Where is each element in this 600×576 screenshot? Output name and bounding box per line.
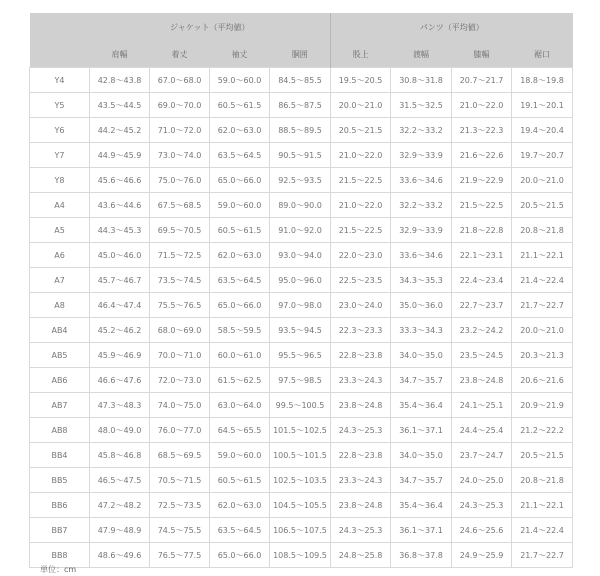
measurement-cell: 20.0～21.0: [512, 318, 573, 343]
measurement-cell: 60.0～61.0: [210, 343, 270, 368]
table-row: [30, 193, 573, 218]
measurement-cell: 92.5～93.5: [270, 168, 331, 193]
measurement-cell: 68.0～69.0: [150, 318, 210, 343]
measurement-cell: 32.9～33.9: [391, 143, 452, 168]
size-label-cell: Y4: [30, 68, 90, 93]
measurement-cell: 76.5～77.5: [150, 543, 210, 568]
measurement-cell: 23.8～24.8: [452, 368, 512, 393]
measurement-cell: 23.8～24.8: [331, 493, 391, 518]
measurement-cell: 45.9～46.9: [90, 343, 150, 368]
measurement-cell: 22.5～23.5: [331, 268, 391, 293]
measurement-cell: 33.3～34.3: [391, 318, 452, 343]
measurement-cell: 48.6～49.6: [90, 543, 150, 568]
measurement-cell: 68.5～69.5: [150, 443, 210, 468]
measurement-cell: 22.0～23.0: [331, 243, 391, 268]
measurement-cell: 93.5～94.5: [270, 318, 331, 343]
measurement-cell: 59.0～60.0: [210, 193, 270, 218]
measurement-cell: 23.0～24.0: [331, 293, 391, 318]
size-label-cell: AB4: [30, 318, 90, 343]
measurement-cell: 20.0～21.0: [331, 93, 391, 118]
measurement-cell: 67.5～68.5: [150, 193, 210, 218]
measurement-cell: 24.3～25.3: [331, 418, 391, 443]
table-row: [30, 293, 573, 318]
measurement-cell: 90.5～91.5: [270, 143, 331, 168]
measurement-cell: 22.8～23.8: [331, 343, 391, 368]
measurement-cell: 34.7～35.7: [391, 368, 452, 393]
measurement-cell: 21.0～22.0: [331, 143, 391, 168]
column-header-waist: 胴囲: [270, 41, 331, 68]
group-header-row: [30, 13, 573, 41]
measurement-cell: 73.0～74.0: [150, 143, 210, 168]
table-row: [30, 168, 573, 193]
measurement-cell: 21.7～22.7: [512, 293, 573, 318]
pants-group-header: パンツ（平均値）: [331, 13, 573, 41]
measurement-cell: 24.6～25.6: [452, 518, 512, 543]
measurement-cell: 24.9～25.9: [452, 543, 512, 568]
measurement-cell: 65.0～66.0: [210, 293, 270, 318]
corner-cell: [30, 13, 90, 41]
measurement-cell: 21.5～22.5: [452, 193, 512, 218]
measurement-cell: 45.6～46.6: [90, 168, 150, 193]
measurement-cell: 20.7～21.7: [452, 68, 512, 93]
measurement-cell: 47.9～48.9: [90, 518, 150, 543]
measurement-cell: 21.1～22.1: [512, 493, 573, 518]
measurement-cell: 35.4～36.4: [391, 393, 452, 418]
table-row: [30, 443, 573, 468]
table-row: [30, 93, 573, 118]
measurement-cell: 32.2～33.2: [391, 193, 452, 218]
measurement-cell: 58.5～59.5: [210, 318, 270, 343]
measurement-cell: 23.8～24.8: [331, 393, 391, 418]
column-header-sleeve-length: 袖丈: [210, 41, 270, 68]
measurement-cell: 43.5～44.5: [90, 93, 150, 118]
measurement-cell: 44.3～45.3: [90, 218, 150, 243]
measurement-cell: 21.2～22.2: [512, 418, 573, 443]
measurement-cell: 19.1～20.1: [512, 93, 573, 118]
column-header-jacket-length: 着丈: [150, 41, 210, 68]
measurement-cell: 22.3～23.3: [331, 318, 391, 343]
measurement-cell: 100.5～101.5: [270, 443, 331, 468]
measurement-cell: 63.5～64.5: [210, 518, 270, 543]
measurement-cell: 47.2～48.2: [90, 493, 150, 518]
table-row: [30, 493, 573, 518]
size-label-cell: Y7: [30, 143, 90, 168]
measurement-cell: 91.0～92.0: [270, 218, 331, 243]
measurement-cell: 88.5～89.5: [270, 118, 331, 143]
measurement-cell: 95.0～96.0: [270, 268, 331, 293]
measurement-cell: 63.5～64.5: [210, 143, 270, 168]
measurement-cell: 46.6～47.6: [90, 368, 150, 393]
measurement-cell: 20.5～21.5: [331, 118, 391, 143]
column-header-size: [30, 41, 90, 68]
size-label-cell: A4: [30, 193, 90, 218]
column-header-shoulder-width: 肩幅: [90, 41, 150, 68]
measurement-cell: 34.0～35.0: [391, 343, 452, 368]
measurement-cell: 101.5～102.5: [270, 418, 331, 443]
size-label-cell: Y5: [30, 93, 90, 118]
measurement-cell: 70.5～71.5: [150, 468, 210, 493]
size-label-cell: A6: [30, 243, 90, 268]
column-header-knee-width: 膝幅: [452, 41, 512, 68]
measurement-cell: 67.0～68.0: [150, 68, 210, 93]
size-table: [29, 13, 573, 568]
measurement-cell: 33.6～34.6: [391, 243, 452, 268]
measurement-cell: 21.4～22.4: [512, 518, 573, 543]
measurement-cell: 30.8～31.8: [391, 68, 452, 93]
measurement-cell: 21.4～22.4: [512, 268, 573, 293]
measurement-cell: 23.5～24.5: [452, 343, 512, 368]
measurement-cell: 21.0～22.0: [331, 193, 391, 218]
measurement-cell: 36.1～37.1: [391, 418, 452, 443]
measurement-cell: 31.5～32.5: [391, 93, 452, 118]
table-row: [30, 343, 573, 368]
measurement-cell: 21.7～22.7: [512, 543, 573, 568]
measurement-cell: 72.0～73.0: [150, 368, 210, 393]
measurement-cell: 45.7～46.7: [90, 268, 150, 293]
measurement-cell: 75.0～76.0: [150, 168, 210, 193]
measurement-cell: 20.9～21.9: [512, 393, 573, 418]
table-row: [30, 143, 573, 168]
measurement-cell: 45.2～46.2: [90, 318, 150, 343]
measurement-cell: 21.3～22.3: [452, 118, 512, 143]
measurement-cell: 24.3～25.3: [331, 518, 391, 543]
measurement-cell: 71.5～72.5: [150, 243, 210, 268]
table-row: [30, 468, 573, 493]
measurement-cell: 59.0～60.0: [210, 68, 270, 93]
measurement-cell: 93.0～94.0: [270, 243, 331, 268]
measurement-cell: 48.0～49.0: [90, 418, 150, 443]
measurement-cell: 62.0～63.0: [210, 243, 270, 268]
measurement-cell: 20.3～21.3: [512, 343, 573, 368]
measurement-cell: 99.5～100.5: [270, 393, 331, 418]
measurement-cell: 76.0～77.0: [150, 418, 210, 443]
size-chart: [29, 13, 572, 568]
measurement-cell: 33.6～34.6: [391, 168, 452, 193]
size-label-cell: BB8: [30, 543, 90, 568]
size-label-cell: AB8: [30, 418, 90, 443]
measurement-cell: 42.8～43.8: [90, 68, 150, 93]
measurement-cell: 20.8～21.8: [512, 218, 573, 243]
measurement-cell: 74.5～75.5: [150, 518, 210, 543]
measurement-cell: 61.5～62.5: [210, 368, 270, 393]
measurement-cell: 64.5～65.5: [210, 418, 270, 443]
measurement-cell: 60.5～61.5: [210, 218, 270, 243]
measurement-cell: 73.5～74.5: [150, 268, 210, 293]
size-label-cell: BB6: [30, 493, 90, 518]
size-label-cell: Y8: [30, 168, 90, 193]
measurement-cell: 71.0～72.0: [150, 118, 210, 143]
measurement-cell: 20.8～21.8: [512, 468, 573, 493]
measurement-cell: 65.0～66.0: [210, 168, 270, 193]
measurement-cell: 63.5～64.5: [210, 268, 270, 293]
measurement-cell: 19.4～20.4: [512, 118, 573, 143]
measurement-cell: 89.0～90.0: [270, 193, 331, 218]
column-header-hem: 裾口: [512, 41, 573, 68]
jacket-group-header: ジャケット（平均値）: [90, 13, 331, 41]
table-row: [30, 318, 573, 343]
table-row: [30, 418, 573, 443]
measurement-cell: 35.0～36.0: [391, 293, 452, 318]
size-label-cell: AB6: [30, 368, 90, 393]
measurement-cell: 86.5～87.5: [270, 93, 331, 118]
measurement-cell: 97.5～98.5: [270, 368, 331, 393]
measurement-cell: 34.0～35.0: [391, 443, 452, 468]
measurement-cell: 35.4～36.4: [391, 493, 452, 518]
measurement-cell: 21.8～22.8: [452, 218, 512, 243]
measurement-cell: 44.2～45.2: [90, 118, 150, 143]
measurement-cell: 46.4～47.4: [90, 293, 150, 318]
measurement-cell: 24.1～25.1: [452, 393, 512, 418]
measurement-cell: 108.5～109.5: [270, 543, 331, 568]
table-row: [30, 368, 573, 393]
column-header-rise: 股上: [331, 41, 391, 68]
measurement-cell: 20.0～21.0: [512, 168, 573, 193]
measurement-cell: 19.5～20.5: [331, 68, 391, 93]
measurement-cell: 62.0～63.0: [210, 118, 270, 143]
size-label-cell: A5: [30, 218, 90, 243]
measurement-cell: 63.0～64.0: [210, 393, 270, 418]
table-row: [30, 543, 573, 568]
column-header-row: [30, 41, 573, 68]
measurement-cell: 75.5～76.5: [150, 293, 210, 318]
unit-note: 単位：cm: [40, 565, 77, 574]
size-label-cell: BB4: [30, 443, 90, 468]
measurement-cell: 24.8～25.8: [331, 543, 391, 568]
measurement-cell: 97.0～98.0: [270, 293, 331, 318]
size-label-cell: Y6: [30, 118, 90, 143]
measurement-cell: 70.0～71.0: [150, 343, 210, 368]
size-label-cell: BB5: [30, 468, 90, 493]
measurement-cell: 23.2～24.2: [452, 318, 512, 343]
measurement-cell: 65.0～66.0: [210, 543, 270, 568]
measurement-cell: 21.0～22.0: [452, 93, 512, 118]
measurement-cell: 36.1～37.1: [391, 518, 452, 543]
measurement-cell: 43.6～44.6: [90, 193, 150, 218]
table-row: [30, 268, 573, 293]
measurement-cell: 45.0～46.0: [90, 243, 150, 268]
measurement-cell: 44.9～45.9: [90, 143, 150, 168]
size-label-cell: AB5: [30, 343, 90, 368]
table-row: [30, 68, 573, 93]
measurement-cell: 21.1～22.1: [512, 243, 573, 268]
measurement-cell: 36.8～37.8: [391, 543, 452, 568]
measurement-cell: 20.5～21.5: [512, 193, 573, 218]
measurement-cell: 21.9～22.9: [452, 168, 512, 193]
measurement-cell: 69.5～70.5: [150, 218, 210, 243]
measurement-cell: 104.5～105.5: [270, 493, 331, 518]
measurement-cell: 18.8～19.8: [512, 68, 573, 93]
measurement-cell: 21.5～22.5: [331, 168, 391, 193]
measurement-cell: 62.0～63.0: [210, 493, 270, 518]
measurement-cell: 46.5～47.5: [90, 468, 150, 493]
measurement-cell: 22.7～23.7: [452, 293, 512, 318]
measurement-cell: 74.0～75.0: [150, 393, 210, 418]
size-label-cell: A8: [30, 293, 90, 318]
measurement-cell: 21.5～22.5: [331, 218, 391, 243]
measurement-cell: 60.5～61.5: [210, 93, 270, 118]
measurement-cell: 69.0～70.0: [150, 93, 210, 118]
measurement-cell: 34.7～35.7: [391, 468, 452, 493]
measurement-cell: 59.0～60.0: [210, 443, 270, 468]
measurement-cell: 23.3～24.3: [331, 368, 391, 393]
measurement-cell: 22.1～23.1: [452, 243, 512, 268]
measurement-cell: 22.4～23.4: [452, 268, 512, 293]
measurement-cell: 60.5～61.5: [210, 468, 270, 493]
measurement-cell: 47.3～48.3: [90, 393, 150, 418]
table-row: [30, 518, 573, 543]
size-label-cell: A7: [30, 268, 90, 293]
measurement-cell: 24.0～25.0: [452, 468, 512, 493]
measurement-cell: 24.4～25.4: [452, 418, 512, 443]
measurement-cell: 34.3～35.3: [391, 268, 452, 293]
table-row: [30, 393, 573, 418]
measurement-cell: 19.7～20.7: [512, 143, 573, 168]
measurement-cell: 32.9～33.9: [391, 218, 452, 243]
measurement-cell: 72.5～73.5: [150, 493, 210, 518]
measurement-cell: 106.5～107.5: [270, 518, 331, 543]
measurement-cell: 84.5～85.5: [270, 68, 331, 93]
measurement-cell: 32.2～33.2: [391, 118, 452, 143]
table-body: [30, 68, 573, 568]
size-label-cell: BB7: [30, 518, 90, 543]
table-row: [30, 243, 573, 268]
measurement-cell: 23.3～24.3: [331, 468, 391, 493]
measurement-cell: 22.8～23.8: [331, 443, 391, 468]
measurement-cell: 24.3～25.3: [452, 493, 512, 518]
measurement-cell: 23.7～24.7: [452, 443, 512, 468]
column-header-thigh-width: 渡幅: [391, 41, 452, 68]
measurement-cell: 45.8～46.8: [90, 443, 150, 468]
measurement-cell: 102.5～103.5: [270, 468, 331, 493]
measurement-cell: 95.5～96.5: [270, 343, 331, 368]
table-row: [30, 118, 573, 143]
size-label-cell: AB7: [30, 393, 90, 418]
measurement-cell: 20.6～21.6: [512, 368, 573, 393]
measurement-cell: 21.6～22.6: [452, 143, 512, 168]
table-row: [30, 218, 573, 243]
measurement-cell: 20.5～21.5: [512, 443, 573, 468]
